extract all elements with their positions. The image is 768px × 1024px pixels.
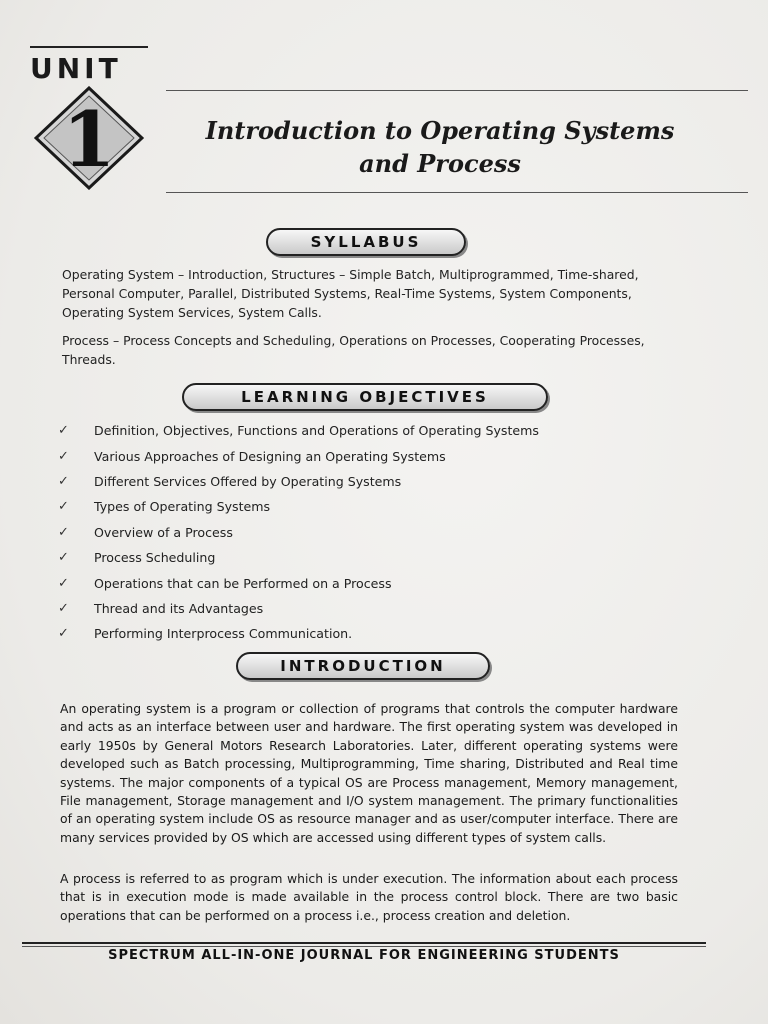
check-icon: ✓ — [58, 575, 69, 591]
objective-text: Definition, Objectives, Functions and Operations of Operating Systems — [94, 423, 539, 439]
footer-rule-thin — [22, 946, 706, 947]
objective-text: Overview of a Process — [94, 524, 233, 540]
objective-item — [58, 621, 618, 646]
objective-text: Thread and its Advantages — [94, 600, 264, 616]
objective-text: Performing Interprocess Communication. — [94, 626, 353, 642]
check-icon: ✓ — [58, 448, 69, 464]
unit-number-badge — [34, 86, 144, 190]
footer-rule — [22, 942, 706, 944]
learning-objectives-heading: LEARNING OBJECTIVES — [182, 383, 548, 411]
check-icon: ✓ — [58, 600, 69, 616]
unit-rule — [30, 46, 148, 48]
check-icon: ✓ — [58, 524, 69, 540]
syllabus-paragraph-process: Process – Process Concepts and Scheduling, Operations on Processes, Cooperating Processes, Threads. — [62, 333, 645, 367]
syllabus-paragraph-os: Operating System – Introduction, Structures – Simple Batch, Multiprogrammed, Time-shared, Personal Computer, Parallel, Distributed Systems, Real-Time Systems, System Components, Operating System Services, System Calls. — [62, 267, 639, 320]
check-icon: ✓ — [58, 423, 69, 439]
objective-item — [58, 520, 618, 545]
objective-item — [58, 418, 618, 443]
unit-label: UNIT — [30, 52, 122, 85]
objective-item — [58, 545, 618, 570]
footer-journal-title: SPECTRUM ALL-IN-ONE JOURNAL FOR ENGINEERING STUDENTS — [108, 948, 620, 963]
check-icon: ✓ — [58, 473, 69, 489]
check-icon: ✓ — [58, 626, 69, 642]
objective-item — [58, 570, 618, 595]
introduction-paragraph-1: An operating system is a program or collection of programs that controls the computer hardware and acts as an interface between user and hardware. The first operating system was developed in early 1950s by General Motors Research Laboratories. Later, different operating systems were developed such as Batch processing, Multiprogramming, Time sharing, Distributed and Real time systems. The major components of a typical OS are Process management, Memory management, File management, Storage management and I/O system management. The primary functionalities of an operating system include OS as resource manager and as user/computer interface. There are many services provided by OS which are accessed using different types of system calls. — [60, 701, 678, 845]
objective-text: Operations that can be Performed on a Process — [94, 575, 392, 591]
objective-item — [58, 494, 618, 519]
title-rule-top — [166, 90, 748, 91]
check-icon: ✓ — [58, 550, 69, 566]
chapter-title — [180, 114, 700, 180]
chapter-title-line1: Introduction to Operating Systems — [205, 116, 675, 145]
check-icon: ✓ — [58, 499, 69, 515]
objective-text: Process Scheduling — [94, 550, 216, 566]
unit-number: 1 — [62, 95, 116, 184]
objective-item — [58, 469, 618, 494]
objective-text: Various Approaches of Designing an Operating Systems — [94, 448, 446, 464]
syllabus-heading: SYLLABUS — [266, 228, 466, 256]
objectives-list — [58, 418, 618, 647]
introduction-paragraph-2: A process is referred to as program which is under execution. The information about each process that is in execution mode is made available in the process control block. There are two basic operations that can be performed on a process i.e., process creation and deletion. — [60, 871, 678, 923]
objective-item — [58, 443, 618, 468]
objective-text: Different Services Offered by Operating Systems — [94, 473, 402, 489]
introduction-heading: INTRODUCTION — [236, 652, 490, 680]
chapter-title-line2: and Process — [359, 149, 521, 178]
objective-text: Types of Operating Systems — [94, 499, 271, 515]
objective-item — [58, 596, 618, 621]
title-rule-bottom — [166, 192, 748, 193]
